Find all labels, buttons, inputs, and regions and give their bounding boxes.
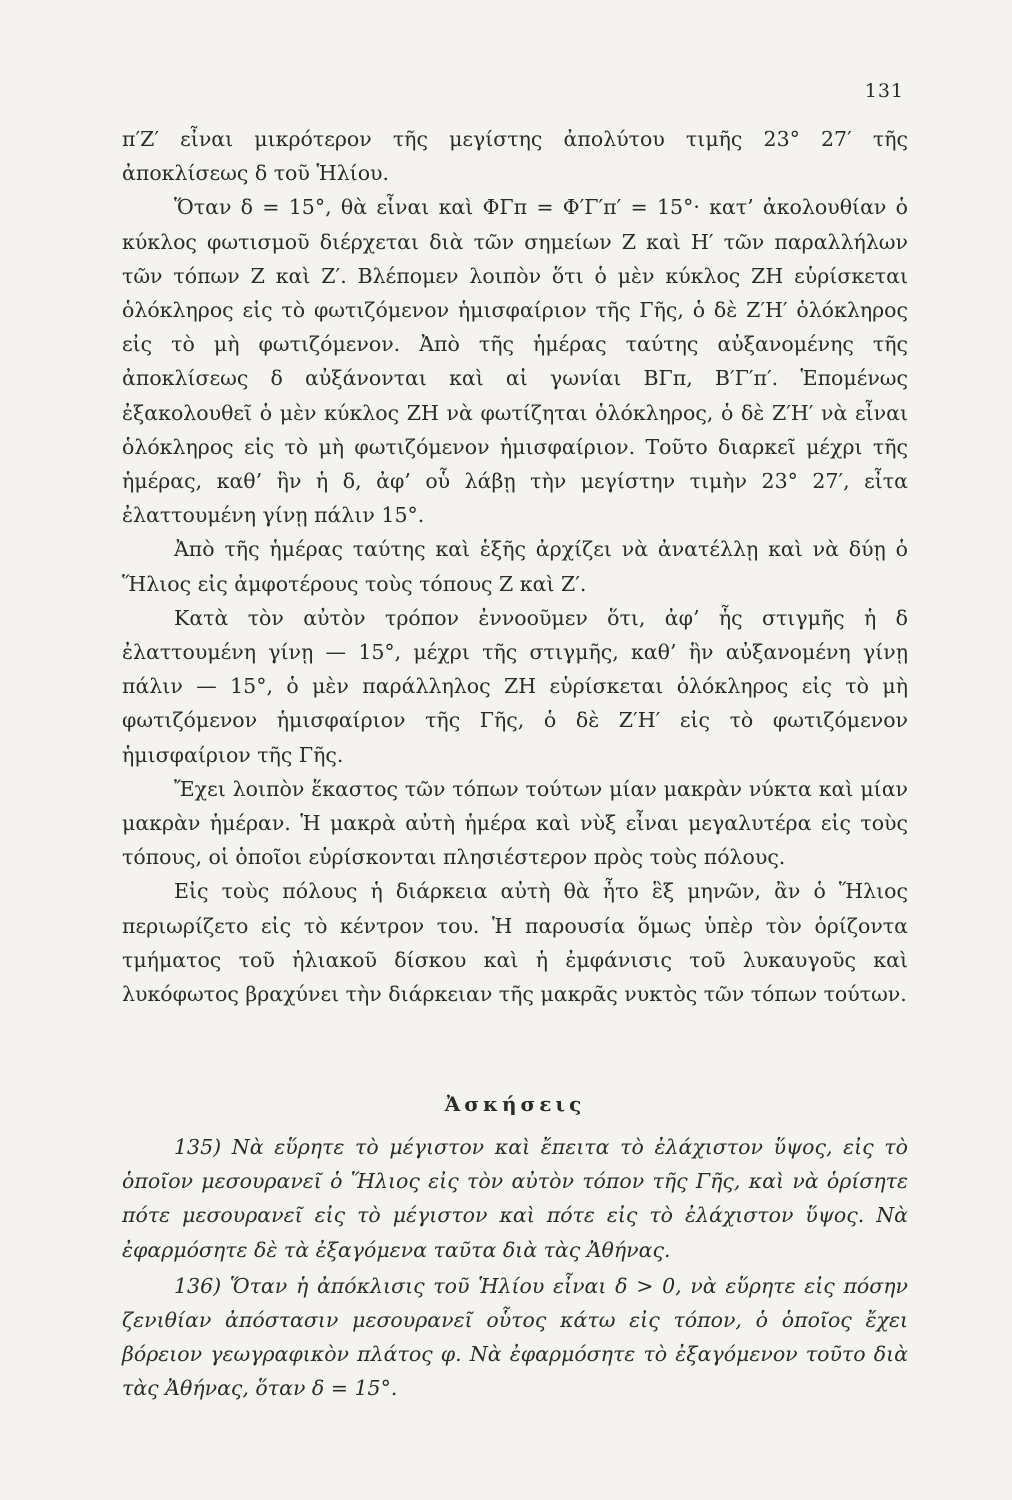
exercises-heading: Ἀσκήσεις	[444, 1092, 586, 1116]
exercise-135: 135) Νὰ εὕρητε τὸ μέγιστον καὶ ἔπειτα τὸ ἐλάχιστον ὕψος, εἰς τὸ ὁποῖον μεσουρανεῖ ὁ Ἥλιος εἰς τὸν αὐτὸν τόπον τῆς Γῆς, καὶ νὰ ὁρίσητε πότε μεσουρανεῖ εἰς τὸ μέγιστον καὶ πότε εἰς τὸ ἐλάχιστον ὕψος. Νὰ ἐφαρμόσητε δὲ τὰ ἐξαγόμενα ταῦτα διὰ τὰς Ἀθήνας.	[122, 1135, 908, 1262]
paragraph-4: Κατὰ τὸν αὐτὸν τρόπον ἐννοοῦμεν ὅτι, ἀφ’ ἧς στιγμῆς ἡ δ ἐλαττουμένη γίνῃ — 15°, μέχρι τῆς στιγμῆς, καθ’ ἣν αὐξανομένη γίνῃ πάλιν — 15°, ὁ μὲν παράλληλος ΖΗ εὑρίσκεται ὁλόκληρος εἰς τὸ μὴ φωτιζόμενον ἡμισφαίριον τῆς Γῆς, ὁ δὲ Ζ′Η′ εἰς τὸ φωτιζόμενον ἡμισφαίριον τῆς Γῆς.	[122, 605, 908, 767]
paragraph-1: π′Ζ′ εἶναι μικρότερον τῆς μεγίστης ἀπολύτου τιμῆς 23° 27′ τῆς ἀποκλίσεως δ τοῦ Ἡλίου.	[122, 127, 908, 186]
exercise-136: 136) Ὅταν ἡ ἀπόκλισις τοῦ Ἡλίου εἶναι δ > 0, νὰ εὕρητε εἰς πόσην ζενιθίαν ἀπόστασιν μεσουρανεῖ οὗτος κάτω εἰς τόπον, ὁ ὁποῖος ἔχει βόρειον γεωγραφικὸν πλάτος φ. Νὰ ἐφαρμόσητε τὸ ἐξαγόμενον τοῦτο διὰ τὰς Ἀθήνας, ὅταν δ = 15°.	[122, 1273, 908, 1401]
page-number: 131	[864, 80, 904, 102]
paragraph-5: Ἔχει λοιπὸν ἕκαστος τῶν τόπων τούτων μίαν μακρὰν νύκτα καὶ μίαν μακρὰν ἡμέραν. Ἡ μακρὰ αὐτὴ ἡμέρα καὶ νὺξ εἶναι μεγαλυτέρα εἰς τοὺς τόπους, οἱ ὁποῖοι εὑρίσκονται πλησιέστερον πρὸς τοὺς πόλους.	[122, 776, 908, 870]
body-text	[122, 122, 908, 1011]
paragraph-2: Ὅταν δ = 15°, θὰ εἶναι καὶ ΦΓπ = Φ′Γ′π′ = 15°· κατ’ ἀκολουθίαν ὁ κύκλος φωτισμοῦ διέρχεται διὰ τῶν σημείων Ζ καὶ Η′ τῶν παραλλήλων τῶν τόπων Ζ καὶ Ζ′. Βλέπομεν λοιπὸν ὅτι ὁ μὲν κύκλος ΖΗ εὑρίσκεται ὁλόκληρος εἰς τὸ φωτιζόμενον ἡμισφαίριον τῆς Γῆς, ὁ δὲ Ζ′Η′ ὁλόκληρος εἰς τὸ μὴ φωτιζόμενον. Ἀπὸ τῆς ἡμέρας ταύτης αὐξανομένης τῆς ἀποκλίσεως δ αὐξάνονται καὶ αἱ γωνίαι ΒΓπ, Β′Γ′π′. Ἑπομένως ἐξακολουθεῖ ὁ μὲν κύκλος ΖΗ νὰ φωτίζηται ὁλόκληρος, ὁ δὲ Ζ′Η′ νὰ εἶναι ὁλόκληρος εἰς τὸ μὴ φωτιζόμενον ἡμισφαίριον. Τοῦτο διαρκεῖ μέχρι τῆς ἡμέρας, καθ’ ἣν ἡ δ, ἀφ’ οὗ λάβῃ τὴν μεγίστην τιμὴν 23° 27′, εἶτα ἐλαττουμένη γίνῃ πάλιν 15°.	[122, 195, 908, 528]
paragraph-6: Εἰς τοὺς πόλους ἡ διάρκεια αὐτὴ θὰ ἦτο ἓξ μηνῶν, ἂν ὁ Ἥλιος περιωρίζετο εἰς τὸ κέντρον του. Ἡ παρουσία ὅμως ὑπὲρ τὸν ὁρίζοντα τμήματος τοῦ ἡλιακοῦ δίσκου καὶ ἡ ἐμφάνισις τοῦ λυκαυγοῦς καὶ λυκόφωτος βραχύνει τὴν διάρκειαν τῆς μακρᾶς νυκτὸς τῶν τόπων τούτων.	[122, 879, 908, 1007]
exercises-list	[122, 1130, 908, 1408]
paragraph-3: Ἀπὸ τῆς ἡμέρας ταύτης καὶ ἑξῆς ἀρχίζει νὰ ἀνατέλλῃ καὶ νὰ δύῃ ὁ Ἥλιος εἰς ἀμφοτέρους τοὺς τόπους Ζ καὶ Ζ′.	[122, 537, 908, 596]
